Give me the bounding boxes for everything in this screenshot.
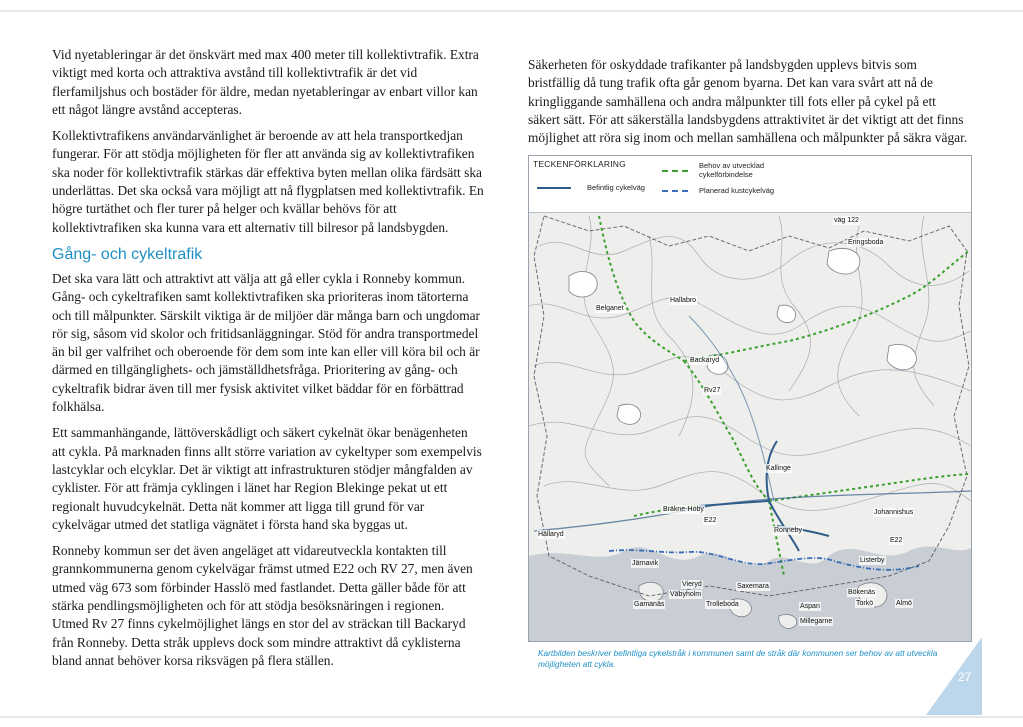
map-label: Eringsboda [848, 239, 884, 246]
map-label: Millegarne [800, 618, 833, 625]
paragraph: Vid nyetableringar är det önskvärt med max 400 meter till kollektivtrafik. Extra viktigt med korta och attraktiva avstånd till kollektivtrafik är det vid flerfamiljshus och bostäder för äldre, medan nyetableringar av enbart villor kan ett något längre avstånd accepteras. [52, 47, 479, 117]
bottom-divider [0, 716, 1023, 718]
map-label: Väbyholm [670, 591, 702, 598]
map-graphic [529, 156, 971, 641]
cycle-route-map [528, 155, 972, 642]
map-label: Hällaryd [538, 531, 564, 538]
paragraph: Kollektivtrafikens användarvänlighet är beroende av att hela transportkedjan fungerar. För att stödja möjligheten för fler att använda sig av kollektivtrafiken ska noder för kollektivtrafik stärkas där effektiva byten mellan olika färdsätt ska underlättas. Det ska också vara möjligt att nå flygplatsen med kollektivtrafik. En högre turtäthet och fler turer på helger och kvällar behövs för att kollektivtrafiken ska kunna vara ett alternativ till bilresor på landsbygden. [52, 128, 484, 235]
map-label: Kallinge [766, 465, 791, 472]
paragraph: Ronneby kommun ser det även angeläget att vidareutveckla kontakten till grannkommunerna genom cykelvägar främst utmed E22 och RV 27, men även utmed väg 673 som förbinder Hasslö med fastlandet. Detta gäller både för att stärka pendlingsmöjligheten och för att stödja besöksnäringen i regionen. Utmed Rv 27 finns cykelmöjlighet längs en stor del av sträckan till Backaryd från Ronneby. Detta stråk upplevs dock som mindre attraktivt då cyklisterna bland annat behöver korsa riksvägen på flera ställen. [52, 543, 473, 668]
section-heading: Gång- och cykeltrafik [52, 245, 203, 263]
map-caption: Kartbilden beskriver befintliga cykelstråk i kommunen samt de stråk där kommunen ser behov av att utveckla möjligheten att cykla. [538, 648, 938, 669]
map-label: Bökenäs [848, 589, 876, 596]
map-label: Johannishus [874, 509, 914, 516]
paragraph: Säkerheten för oskyddade trafikanter på landsbygden upplevs bitvis som bristfällig då tung trafik ofta går genom byarna. Det kan vara svårt att nå de kringliggande samhällena och andra målpunkter till fots eller på cykel på ett säkert sätt. För att säkerställa landsbygdens attraktivitet är det viktigt att det finns möjlighet att röra sig inom och mellan samhällena och målpunkter på säkra vägar. [528, 57, 968, 146]
map-label: Trolleboda [706, 601, 739, 608]
map-label: Järnavik [632, 560, 659, 567]
map-label: Torkö [856, 600, 874, 607]
legend-title: TECKENFÖRKLARING [533, 159, 626, 169]
left-column [52, 46, 484, 678]
map-label: Listerby [860, 557, 885, 564]
page-number: 27 [958, 670, 972, 684]
right-column [528, 56, 968, 155]
paragraph: Ett sammanhängande, lättöverskådligt och säkert cykelnät ökar benägenheten att cykla. På marknaden finns allt större variation av cykeltyper som exempelvis lastcyklar och elcyklar. Det är viktigt att infrastrukturen stödjer mångfalden av cyklister. För att främja cyklingen i länet har Region Blekinge pekat ut ett regionalt huvudcykelnät. Detta nät kommer att ligga till grund för var cykelvägar utmed det statliga vägnätet i första hand ska byggas ut. [52, 425, 482, 532]
map-label: Belganet [596, 305, 624, 312]
legend-planned-swatch [662, 190, 688, 192]
legend-needed-swatch [662, 170, 688, 172]
map-label: Vieryd [682, 581, 702, 588]
map-label: Rv27 [704, 387, 721, 394]
legend-existing-swatch [537, 187, 571, 189]
map-label: Backaryd [690, 357, 720, 364]
legend-existing-label: Befintlig cykelväg [587, 183, 645, 192]
map-label: E22 [704, 517, 717, 524]
page-corner-triangle [926, 637, 982, 715]
map-legend [529, 156, 971, 213]
map-label: Hallabro [670, 297, 697, 304]
map-label: Almö [896, 600, 912, 607]
legend-planned-label: Planerad kustcykelväg [699, 186, 775, 195]
paragraph: Det ska vara lätt och attraktivt att välja att gå eller cykla i Ronneby kommun. Gång- och cykeltrafiken samt kollektivtrafiken ska prioriteras inom tätorterna och till målpunkter. Särskilt viktiga är de miljöer där många barn och ungdomar rör sig, såsom vid skolor och fritidsanläggningar. Stöd för andra transportmedel än bil ger valfrihet och oberoende för dem som inte kan eller vill köra bil och är därmed en tillgänglighets- och jämställdhetsfråga. Prioritering av gång- och cykeltrafik bidrar även till mer fysisk aktivitet vilket bäddar för en förbättrad folkhälsa. [52, 270, 481, 415]
map-label: Ronneby [774, 527, 803, 534]
map-label: Gamanäs [634, 601, 665, 608]
map-label: Bräkne-Hoby [663, 506, 704, 513]
map-label: E22 [890, 537, 903, 544]
map-label: Aspan [800, 603, 820, 610]
top-divider [0, 10, 1023, 12]
map-label: Saxemara [737, 583, 769, 590]
map-label: väg 122 [834, 217, 859, 224]
legend-needed-label: Behov av utvecklad cykelförbindelse [699, 161, 765, 179]
